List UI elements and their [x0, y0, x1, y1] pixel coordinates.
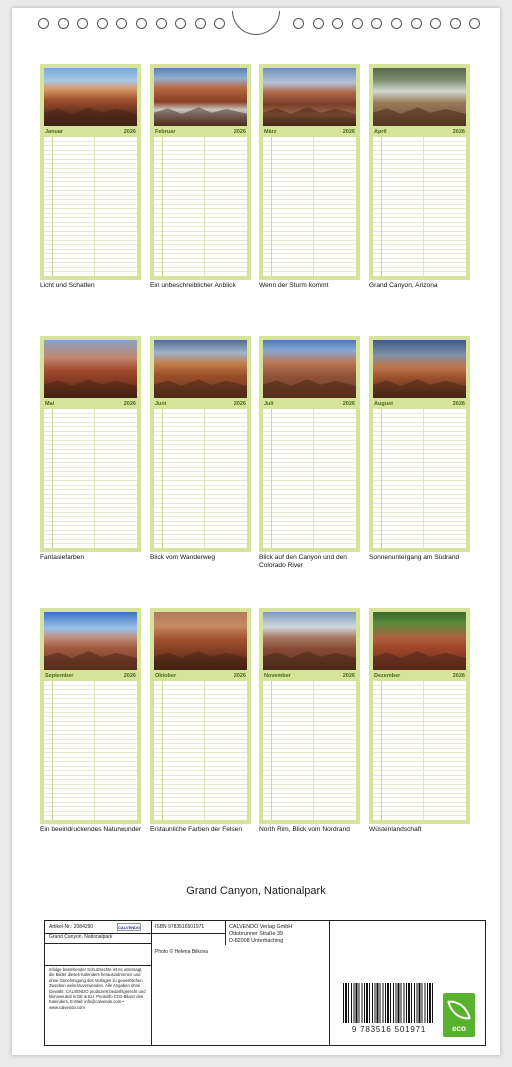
- binding-hole: [175, 18, 186, 29]
- month-header: [154, 128, 247, 136]
- day-grid: [44, 409, 137, 548]
- month-header: [154, 672, 247, 680]
- month-card: [259, 336, 360, 552]
- hanger-cutout: [232, 11, 280, 35]
- month-year: 2026: [233, 673, 246, 679]
- binding-hole: [391, 18, 402, 29]
- month-caption: Sonnenuntergang am Südrand: [369, 554, 460, 561]
- day-grid: [154, 137, 247, 276]
- month-year: 2026: [342, 129, 355, 135]
- month-photo: [263, 612, 356, 670]
- binding-hole: [156, 18, 167, 29]
- month-caption: North Rim, Blick vom Nordrand: [259, 826, 350, 833]
- month-year: 2026: [452, 401, 465, 407]
- month-card: [40, 336, 141, 552]
- canyon-ridge: [44, 648, 137, 670]
- month-caption: Grand Canyon, Arizona: [369, 282, 438, 289]
- binding-hole: [293, 18, 304, 29]
- month-year: 2026: [233, 401, 246, 407]
- legal-text: Infolge bestehender Schutzrechte ist es untersagt, die Bilder dieses Kalenders herauszutrennen und ohne Genehmigung des Verlages zu gewerblichen Zwecken weiterzuverwenden. Alle Angaben ohne Gewähr. CALVENDO produziert bedarfsgerecht und klimaneutral in DE & EU. Preisinfo CO2-Bilanz des Kalenders. E-Mail: info@calvendo.com • www.calvendo.com: [49, 967, 146, 1010]
- canyon-ridge: [263, 104, 356, 126]
- month-photo: [373, 68, 466, 126]
- publisher-city: D-82008 Unterhaching: [229, 938, 284, 944]
- day-grid: [154, 681, 247, 820]
- month-card: [150, 608, 251, 824]
- month-header: [44, 400, 137, 408]
- month-name: Juli: [264, 401, 274, 407]
- day-grid: [373, 137, 466, 276]
- canyon-ridge: [154, 104, 247, 126]
- binding-holes-left: [38, 18, 225, 30]
- month-header: [263, 128, 356, 136]
- day-grid: [263, 681, 356, 820]
- canyon-ridge: [373, 376, 466, 398]
- canyon-ridge: [263, 648, 356, 670]
- day-grid: [44, 137, 137, 276]
- month-header: [373, 672, 466, 680]
- month-photo: [263, 340, 356, 398]
- month-photo: [263, 68, 356, 126]
- month-caption: Fantasiefarben: [40, 554, 84, 561]
- barcode: [343, 983, 435, 1023]
- divider: [45, 943, 151, 944]
- month-card: [40, 64, 141, 280]
- divider: [151, 933, 225, 934]
- binding-hole: [195, 18, 206, 29]
- month-card: [150, 336, 251, 552]
- month-name: August: [374, 401, 393, 407]
- month-year: 2026: [342, 673, 355, 679]
- month-name: Mai: [45, 401, 55, 407]
- month-name: März: [264, 129, 277, 135]
- month-header: [263, 672, 356, 680]
- publisher-street: Ottobrunner Straße 39: [229, 931, 283, 937]
- binding-hole: [58, 18, 69, 29]
- eco-badge: [443, 993, 475, 1037]
- month-name: April: [374, 129, 387, 135]
- day-grid: [373, 681, 466, 820]
- canyon-ridge: [373, 648, 466, 670]
- isbn: ISBN 9783516501971: [155, 924, 205, 930]
- month-card: [259, 608, 360, 824]
- binding-hole: [469, 18, 480, 29]
- page-title: Grand Canyon, Nationalpark: [186, 885, 326, 897]
- month-photo: [154, 68, 247, 126]
- day-grid: [154, 409, 247, 548]
- month-photo: [154, 340, 247, 398]
- divider: [45, 965, 151, 966]
- month-header: [263, 400, 356, 408]
- binding-hole: [411, 18, 422, 29]
- publisher-name: CALVENDO Verlag GmbH: [229, 924, 293, 930]
- month-photo: [373, 340, 466, 398]
- month-name: November: [264, 673, 291, 679]
- month-name: Dezember: [374, 673, 401, 679]
- canyon-ridge: [44, 104, 137, 126]
- month-photo: [373, 612, 466, 670]
- article-number: Artikel-Nr.: 2084290: [49, 924, 94, 930]
- canyon-ridge: [263, 376, 356, 398]
- month-header: [44, 128, 137, 136]
- divider: [151, 921, 152, 1045]
- divider: [329, 921, 330, 1045]
- day-grid: [373, 409, 466, 548]
- product-title: Grand Canyon, Nationalpark: [49, 934, 113, 940]
- month-name: Oktober: [155, 673, 177, 679]
- month-name: September: [45, 673, 74, 679]
- month-card: [369, 64, 470, 280]
- calvendo-logo: CALVENDO: [118, 925, 141, 930]
- binding-hole: [371, 18, 382, 29]
- month-photo: [44, 68, 137, 126]
- month-card: [369, 336, 470, 552]
- eco-label: eco: [452, 1024, 466, 1033]
- binding-hole: [97, 18, 108, 29]
- month-caption: Ein beeindruckendes Naturwunder: [40, 826, 142, 833]
- divider: [225, 921, 226, 945]
- month-card: [40, 608, 141, 824]
- month-caption: Licht und Schatten: [40, 282, 95, 289]
- month-card: [150, 64, 251, 280]
- month-header: [373, 400, 466, 408]
- month-year: 2026: [123, 401, 136, 407]
- binding-hole: [214, 18, 225, 29]
- month-card: [369, 608, 470, 824]
- binding-hole: [332, 18, 343, 29]
- month-caption: Erstaunliche Farben der Felsen: [150, 826, 242, 833]
- month-photo: [44, 340, 137, 398]
- month-caption: Wüstenlandschaft: [369, 826, 422, 833]
- month-header: [44, 672, 137, 680]
- month-caption: Blick vom Wanderweg: [150, 554, 215, 561]
- month-year: 2026: [452, 129, 465, 135]
- binding-hole: [136, 18, 147, 29]
- binding-hole: [352, 18, 363, 29]
- day-grid: [263, 409, 356, 548]
- month-caption: Blick auf den Canyon und den Colorado River: [259, 554, 347, 569]
- photo-credit: Photo © Helena Bilkova: [155, 949, 208, 955]
- month-header: [154, 400, 247, 408]
- canyon-ridge: [373, 104, 466, 126]
- calendar-sheet: [12, 8, 500, 1055]
- month-year: 2026: [123, 673, 136, 679]
- leaf-icon: [447, 997, 471, 1022]
- product-info-block: [44, 920, 486, 1046]
- day-grid: [263, 137, 356, 276]
- month-caption: Wenn der Sturm kommt: [259, 282, 329, 289]
- month-name: Januar: [45, 129, 64, 135]
- month-photo: [44, 612, 137, 670]
- month-year: 2026: [342, 401, 355, 407]
- month-caption: Ein unbeschreiblicher Anblick: [150, 282, 236, 289]
- barcode-number: 9 783516 501971: [351, 1025, 427, 1034]
- canyon-ridge: [154, 376, 247, 398]
- day-grid: [44, 681, 137, 820]
- binding-hole: [116, 18, 127, 29]
- month-year: 2026: [233, 129, 246, 135]
- month-photo: [154, 612, 247, 670]
- binding-hole: [77, 18, 88, 29]
- month-year: 2026: [452, 673, 465, 679]
- month-name: Februar: [155, 129, 176, 135]
- binding-hole: [450, 18, 461, 29]
- month-year: 2026: [123, 129, 136, 135]
- month-card: [259, 64, 360, 280]
- month-header: [373, 128, 466, 136]
- binding-hole: [313, 18, 324, 29]
- month-name: Juni: [155, 401, 167, 407]
- canyon-ridge: [154, 648, 247, 670]
- binding-hole: [430, 18, 441, 29]
- binding-holes-right: [293, 18, 480, 30]
- canyon-ridge: [44, 376, 137, 398]
- binding-hole: [38, 18, 49, 29]
